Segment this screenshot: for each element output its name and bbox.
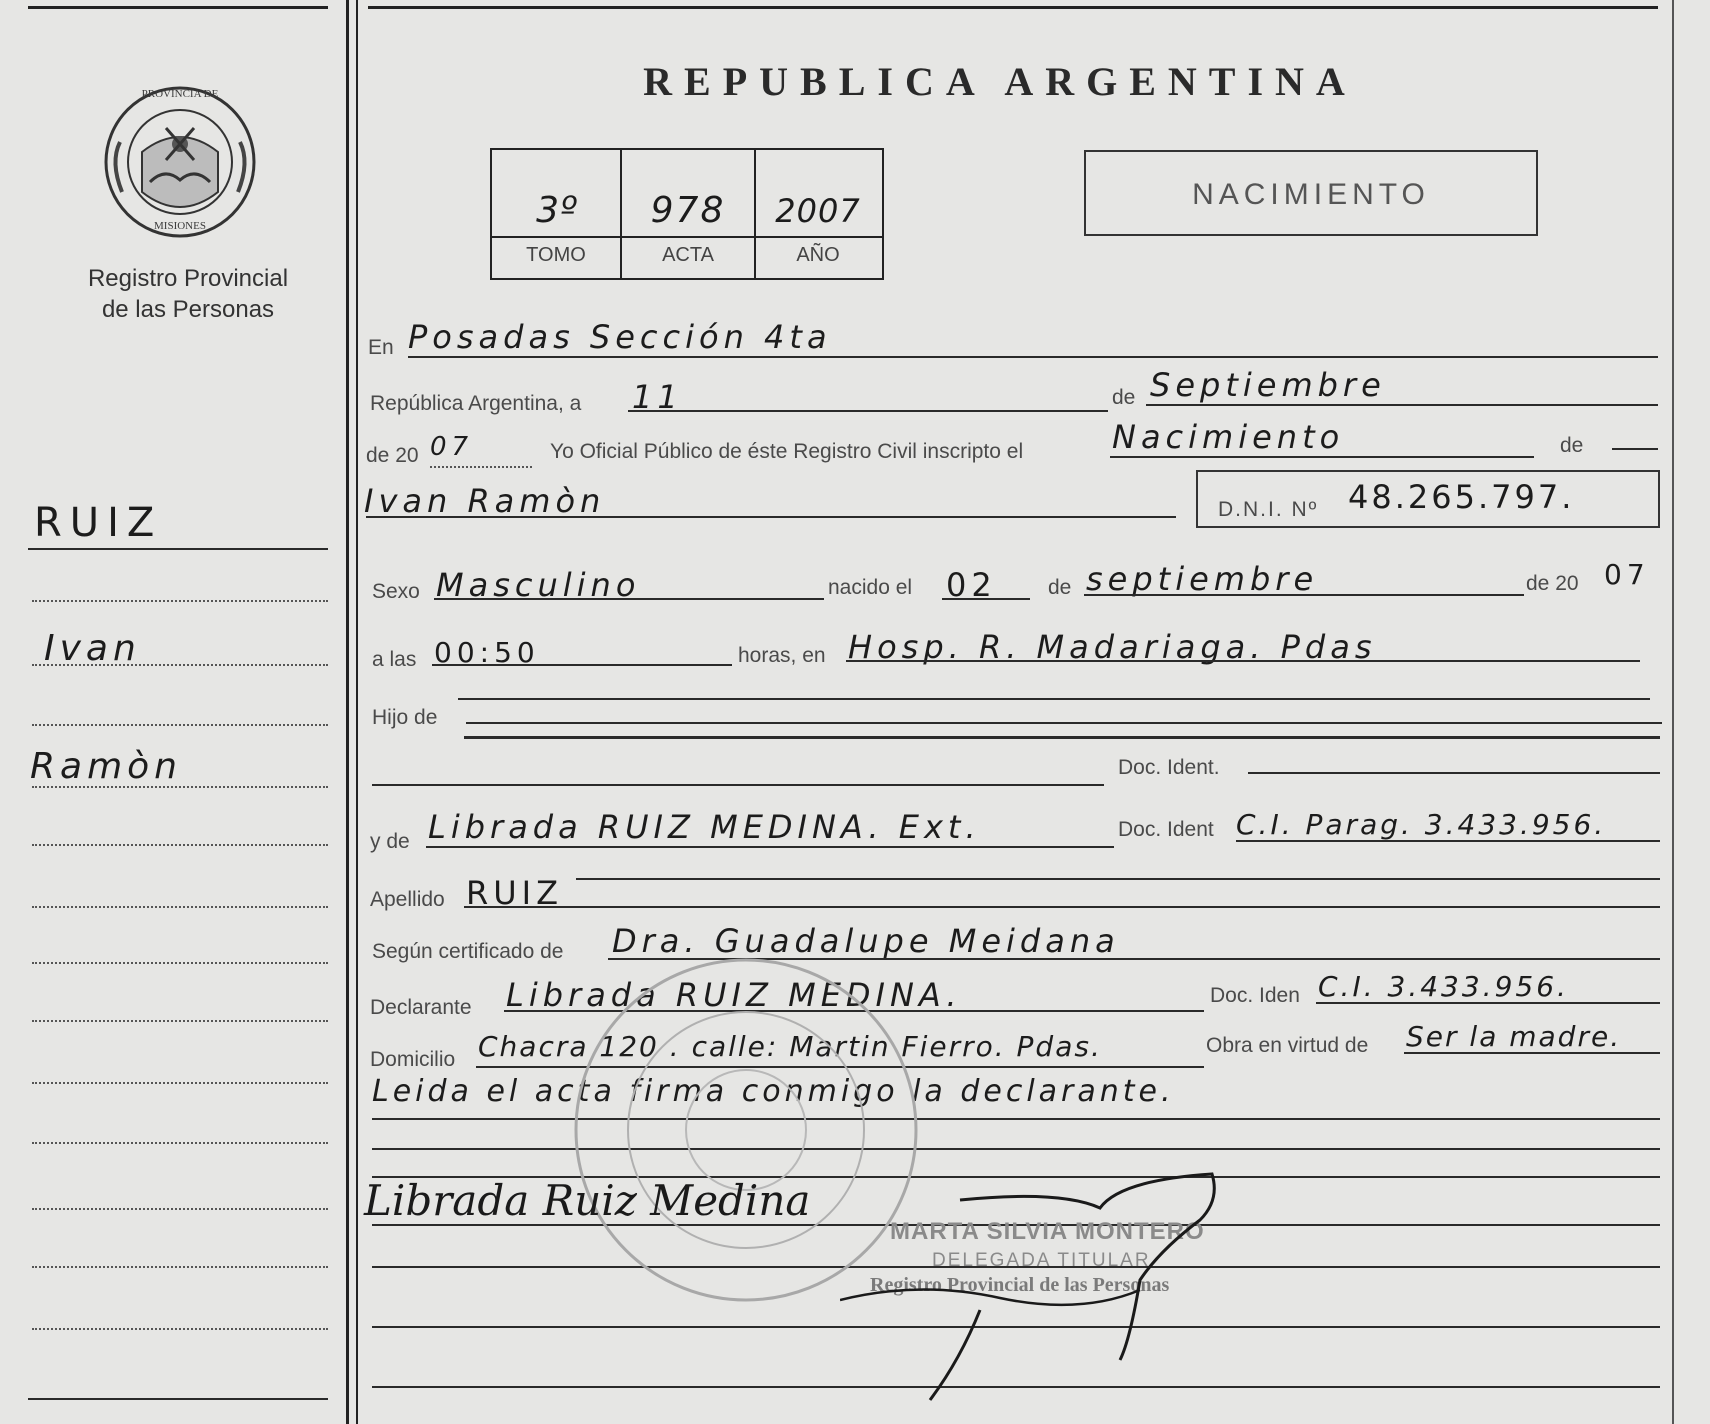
value-lugar: Posadas Sección 4ta	[408, 318, 832, 356]
value-nacido-mes: septiembre	[1086, 560, 1319, 598]
line-sexo	[434, 598, 824, 600]
value-madre: Librada RUIZ MEDINA. Ext.	[428, 808, 981, 846]
value-nombre: Ivan Ramòn	[364, 482, 606, 520]
line-apellido	[464, 906, 1660, 908]
label-de: de	[1112, 386, 1136, 409]
margin-name-1: Ivan	[44, 628, 141, 669]
official-title: DELEGADA TITULAR	[932, 1250, 1151, 1271]
top-rule-right	[368, 6, 1658, 9]
inner-column-border	[356, 0, 358, 1424]
line-doc-ident-1	[1248, 772, 1660, 774]
right-border	[1672, 0, 1674, 1424]
label-obra: Obra en virtud de	[1206, 1034, 1369, 1057]
line-padre-doc	[372, 784, 1104, 786]
label-de-20b: de 20	[1526, 572, 1579, 595]
line-nombre	[366, 516, 1176, 518]
record-box-label-rule	[490, 236, 882, 238]
value-nacido-anio: 07	[1604, 558, 1650, 591]
line-hijo-de-2	[466, 722, 1662, 724]
margin-dots-13	[32, 1328, 328, 1330]
line-hijo-de-1	[458, 698, 1650, 700]
margin-dots-9	[32, 1082, 328, 1084]
margin-dots-6	[32, 906, 328, 908]
tomo-value: 3º	[536, 190, 578, 231]
value-lugar-nac: Hosp. R. Madariaga. Pdas	[848, 628, 1377, 666]
margin-surname-rule	[28, 548, 328, 550]
ano-label: AÑO	[796, 244, 840, 266]
acta-value: 978	[650, 190, 726, 231]
value-madre-doc: C.I. Parag. 3.433.956.	[1236, 808, 1607, 841]
label-de-20: de 20	[366, 444, 419, 467]
margin-dots-1	[32, 600, 328, 602]
margin-dots-8	[32, 1020, 328, 1022]
line-lugar	[408, 356, 1658, 358]
label-dni: D.N.I. Nº	[1218, 498, 1319, 521]
line-hora	[432, 664, 732, 666]
label-sexo: Sexo	[372, 580, 420, 603]
value-dia: 11	[632, 378, 683, 416]
value-acto: Nacimiento	[1112, 418, 1345, 456]
label-doc-ident-2: Doc. Ident	[1118, 818, 1214, 841]
acta-label: ACTA	[662, 244, 714, 266]
margin-dots-2	[32, 664, 328, 666]
seal-text-bottom: MISIONES	[154, 220, 206, 232]
value-certificado: Dra. Guadalupe Meidana	[612, 922, 1120, 960]
line-madre	[426, 846, 1114, 848]
margin-name-2: Ramòn	[30, 746, 182, 787]
ano-value: 2007	[775, 192, 861, 230]
margin-dots-3	[32, 724, 328, 726]
label-doc-ident-1: Doc. Ident.	[1118, 756, 1220, 779]
official-signature-icon	[840, 1160, 1240, 1420]
line-hijo-de-3	[464, 736, 1660, 739]
label-horas-en: horas, en	[738, 644, 826, 667]
margin-bottom-rule	[28, 1398, 328, 1400]
seal-text-top: PROVINCIA DE	[141, 88, 219, 100]
provincial-seal-icon	[100, 82, 260, 242]
value-domicilio: Chacra 120 . calle: Martin Fierro. Pdas.	[478, 1030, 1102, 1063]
margin-dots-5	[32, 844, 328, 846]
certificate-type-box: NACIMIENTO	[1084, 150, 1538, 236]
value-declarante-doc: C.I. 3.433.956.	[1318, 970, 1569, 1003]
registry-name-line1: Registro Provincial	[87, 265, 289, 292]
margin-dots-7	[32, 962, 328, 964]
line-de2	[1612, 448, 1658, 450]
line-acto	[1110, 456, 1534, 458]
line-lugar-nac	[846, 660, 1640, 662]
line-mes	[1146, 404, 1658, 406]
margin-dots-11	[32, 1208, 328, 1210]
value-obra: Ser la madre.	[1406, 1020, 1622, 1053]
line-obra	[1404, 1052, 1660, 1054]
line-dia	[628, 410, 1108, 412]
tomo-label: TOMO	[526, 244, 586, 266]
margin-surname: RUIZ	[34, 500, 163, 546]
line-declarante-doc	[1316, 1002, 1660, 1004]
value-anio: 07	[430, 432, 474, 462]
margin-dots-4	[32, 786, 328, 788]
label-de3: de	[1048, 576, 1072, 599]
label-hijo-de: Hijo de	[372, 706, 438, 729]
margin-dots-12	[32, 1266, 328, 1268]
label-republica: República Argentina, a	[370, 392, 582, 415]
value-leida: Leida el acta firma conmigo la declarante.	[372, 1074, 1175, 1109]
official-office: Registro Provincial de las Personas	[870, 1274, 1170, 1296]
label-declarante: Declarante	[370, 996, 472, 1019]
registry-name-line2: de las Personas	[101, 296, 275, 323]
value-sexo: Masculino	[436, 566, 641, 604]
value-declarante: Librada RUIZ MEDINA.	[506, 976, 962, 1014]
page-title: REPUBLICA ARGENTINA	[643, 59, 1357, 104]
label-en: En	[368, 336, 394, 359]
line-nacido-mes	[1084, 594, 1524, 596]
label-a-las: a las	[372, 648, 417, 671]
line-anio	[430, 466, 532, 468]
value-mes: Septiembre	[1150, 366, 1386, 404]
label-y-de: y de	[370, 830, 410, 853]
label-domicilio: Domicilio	[370, 1048, 456, 1071]
label-yo-oficial: Yo Oficial Público de éste Registro Civil inscripto el	[550, 440, 1024, 463]
value-apellido: RUIZ	[466, 874, 564, 912]
official-name: MARTA SILVIA MONTERO	[890, 1218, 1205, 1245]
line-nacido-dia	[942, 598, 1030, 600]
label-doc-iden-3: Doc. Iden	[1210, 984, 1300, 1007]
top-rule-left	[28, 6, 328, 9]
line-apellido-upper	[576, 878, 1660, 880]
label-de2: de	[1560, 434, 1584, 457]
declarant-signature: Librada Ruiz Medina	[364, 1176, 811, 1225]
margin-dots-10	[32, 1142, 328, 1144]
label-nacido-el: nacido el	[828, 576, 913, 599]
value-nacido-dia: 02	[946, 566, 997, 604]
left-column-border	[346, 0, 349, 1424]
label-apellido: Apellido	[370, 888, 445, 911]
value-dni: 48.265.797.	[1348, 478, 1575, 516]
label-segun: Según certificado de	[372, 940, 564, 963]
value-hora: 00:50	[434, 636, 540, 669]
line-madre-doc	[1236, 840, 1660, 842]
